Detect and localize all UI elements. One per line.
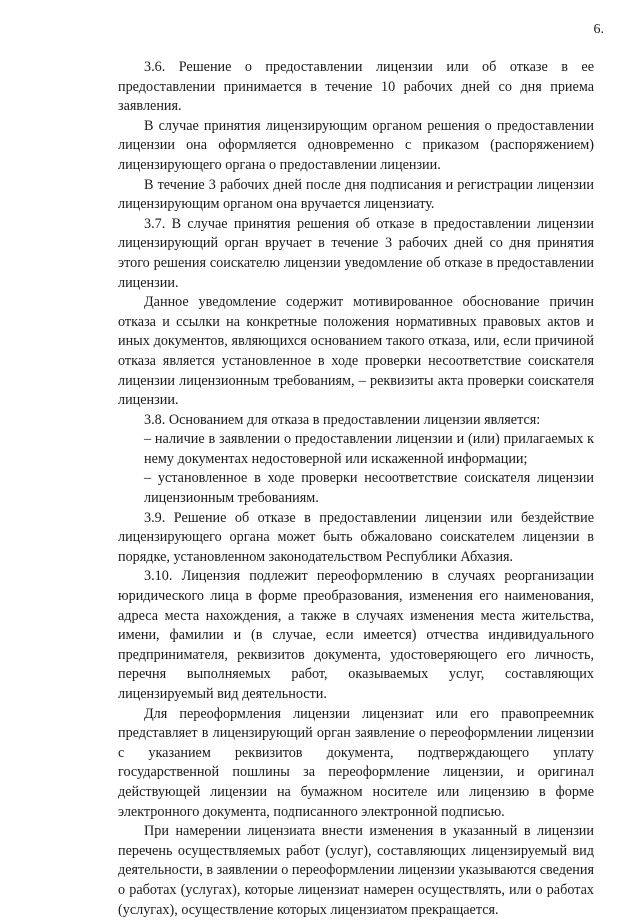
paragraph: В течение 3 рабочих дней после дня подписания и регистрации лицензии лицензирующим органом она вручается лицензиату. [118, 176, 594, 213]
document-body [118, 58, 594, 920]
paragraph-3-9: 3.9. Решение об отказе в предоставлении лицензии или бездействие лицензирующего органа может быть обжаловано соискателем лицензии в порядке, установленном законодательством Республики Абхазия. [118, 509, 594, 565]
paragraph: Данное уведомление содержит мотивированное обоснование причин отказа и ссылки на конкретные положения нормативных правовых актов и иных документов, являющихся основанием такого отказа, или, если причиной отказа является установленное в ходе проверки несоответствие соискателя лицензии лицензионным требованиям, – реквизиты акта проверки соискателя лицензии. [118, 294, 594, 409]
paragraph-3-8: 3.8. Основанием для отказа в предоставлении лицензии является: [144, 411, 541, 428]
paragraph: В случае принятия лицензирующим органом решения о предоставлении лицензии она оформляется одновременно с приказом (распоряжением) лицензирующего органа о предоставлении лицензии. [118, 117, 594, 173]
paragraph: Для переоформления лицензии лицензиат или его правопреемник представляет в лицензирующий орган заявление о переоформлении лицензии с указанием реквизитов документа, подтверждающего уплату государственной пошлины за переоформление лицензии, и оригинал действующей лицензии на бумажном носителе или лицензию в форме электронного документа, подписанного электронной подписью. [118, 705, 594, 820]
list-item: – установленное в ходе проверки несоответствие соискателя лицензии лицензионным требованиям. [144, 470, 594, 507]
page-number: 6. [593, 22, 604, 37]
paragraph-3-7: 3.7. В случае принятия решения об отказе в предоставлении лицензии лицензирующий орган вручает в течение 3 рабочих дней со дня принятия этого решения соискателю лицензии уведомление об отказе в предоставлении лицензии. [118, 215, 594, 291]
list-item: – наличие в заявлении о предоставлении лицензии и (или) прилагаемых к нему документах недостоверной или искаженной информации; [144, 431, 594, 467]
paragraph-3-6: 3.6. Решение о предоставлении лицензии или об отказе в ее предоставлении принимается в течение 10 рабочих дней со дня приема заявления. [118, 59, 594, 115]
paragraph-3-10: 3.10. Лицензия подлежит переоформлению в случаях реорганизации юридического лица в форме преобразования, изменения его наименования, адреса места нахождения, а также в случаях изменения места жительства, имени, фамилии и (в случае, если имеется) отчества индивидуального предпринимателя, реквизитов документа, удостоверяющего его личность, перечня выполняемых работ, оказываемых услуг, составляющих лицензируемый вид деятельности. [118, 568, 594, 702]
paragraph: При намерении лицензиата внести изменения в указанный в лицензии перечень осуществляемых работ (услуг), составляющих лицензируемый вид деятельности, в заявлении о переоформлении лицензии указываются сведения о работах (услугах), которые лицензиат намерен осуществлять, или о работах (услугах), осуществление которых лицензиатом прекращается. [118, 823, 594, 918]
